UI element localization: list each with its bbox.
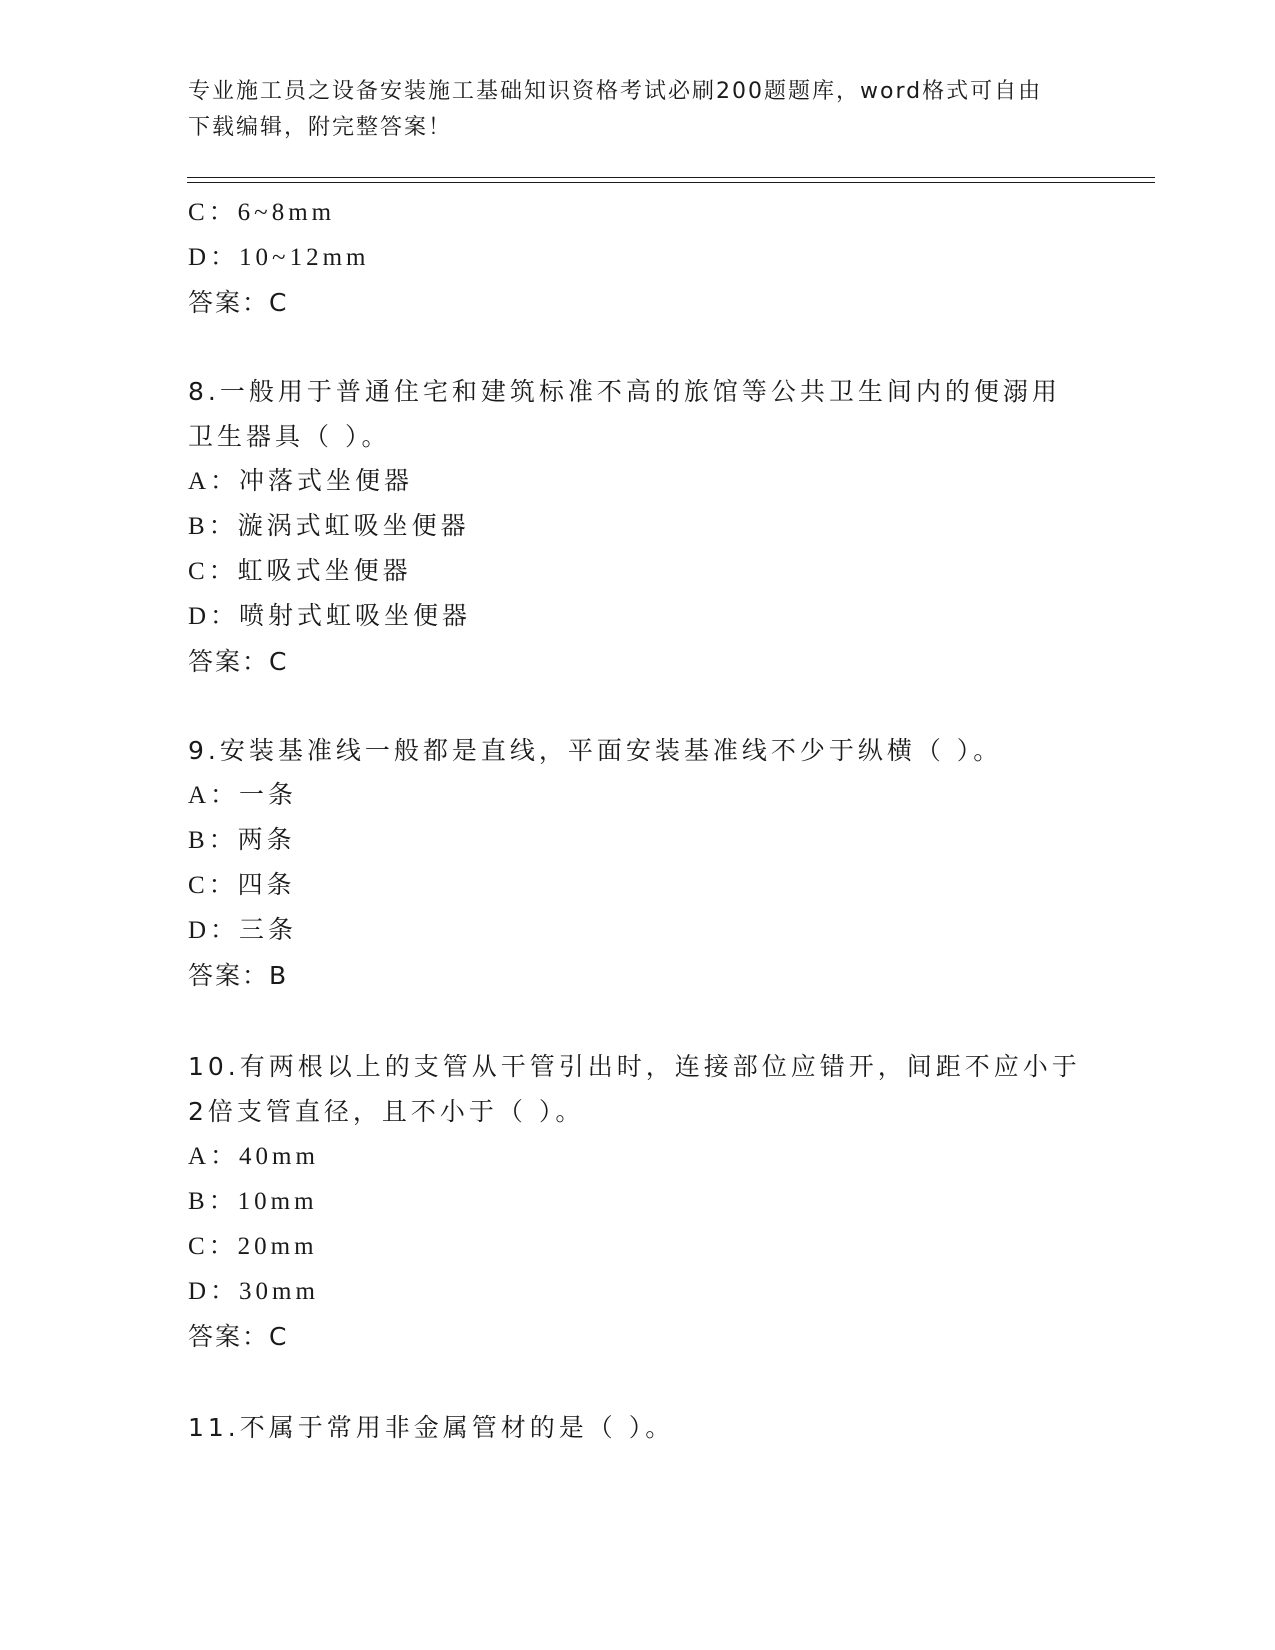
document-header bbox=[188, 74, 1068, 146]
question-8 bbox=[188, 369, 1088, 684]
option-a: A：冲落式坐便器 bbox=[188, 468, 414, 495]
question-stem: 11.不属于常用非金属管材的是（ ）。 bbox=[188, 1413, 675, 1442]
question-stem: 10.有两根以上的支管从干管引出时，连接部位应错开，间距不应小于 bbox=[188, 1052, 1081, 1081]
option-d: D：喷射式虹吸坐便器 bbox=[188, 603, 472, 630]
option-b: B：两条 bbox=[188, 827, 296, 854]
header-divider-bottom bbox=[187, 182, 1155, 183]
option-d: D：三条 bbox=[188, 917, 298, 944]
option-c: C：6~8mm bbox=[188, 199, 336, 226]
header-divider-top bbox=[187, 177, 1155, 178]
answer-line: 答案：C bbox=[188, 288, 289, 317]
header-line-1: 专业施工员之设备安装施工基础知识资格考试必刷200题题库，word格式可自由 bbox=[188, 79, 1043, 104]
option-c: C：20mm bbox=[188, 1233, 318, 1260]
question-9 bbox=[188, 728, 1088, 998]
option-b: B：漩涡式虹吸坐便器 bbox=[188, 513, 470, 540]
option-c: C：四条 bbox=[188, 872, 296, 899]
option-c: C：虹吸式坐便器 bbox=[188, 558, 412, 585]
question-7-continued bbox=[188, 190, 1088, 325]
question-11 bbox=[188, 1405, 1088, 1450]
question-stem: 9.安装基准线一般都是直线，平面安装基准线不少于纵横（ ）。 bbox=[188, 736, 1003, 765]
option-d: D：30mm bbox=[188, 1278, 319, 1305]
document-body bbox=[188, 190, 1088, 1450]
header-line-2: 下载编辑，附完整答案！ bbox=[188, 115, 453, 140]
option-a: A：一条 bbox=[188, 782, 298, 809]
question-stem: 卫生器具（ ）。 bbox=[188, 422, 391, 451]
answer-line: 答案：C bbox=[188, 647, 289, 676]
option-d: D：10~12mm bbox=[188, 244, 370, 271]
question-stem: 2倍支管直径，且不小于（ ）。 bbox=[188, 1097, 585, 1126]
option-a: A：40mm bbox=[188, 1143, 319, 1170]
option-b: B：10mm bbox=[188, 1188, 318, 1215]
question-10 bbox=[188, 1044, 1088, 1359]
answer-line: 答案：B bbox=[188, 961, 289, 990]
question-stem: 8.一般用于普通住宅和建筑标准不高的旅馆等公共卫生间内的便溺用 bbox=[188, 377, 1061, 406]
answer-line: 答案：C bbox=[188, 1322, 289, 1351]
